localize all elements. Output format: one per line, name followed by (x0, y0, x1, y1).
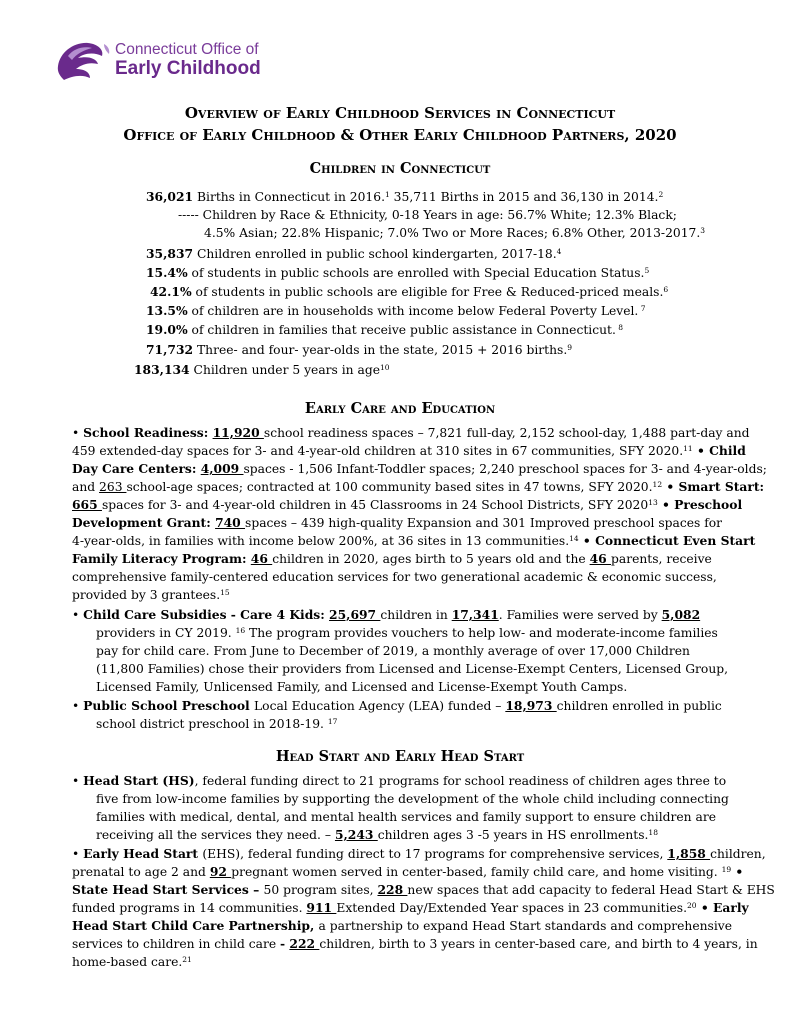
hand-logo-icon (54, 36, 112, 84)
public-school-preschool-paragraph (72, 697, 752, 733)
stat-value: 71,732 (146, 342, 194, 357)
text-line: pay for child care. From June to December of 2019, a monthly average of over 17,000 Children (96, 644, 690, 658)
stat-line: 35,837 Children enrolled in public school kindergarten, 2017-18.$^4$ (146, 246, 562, 261)
stat-line: 183,134 Children under 5 years in age$^{10}$ (134, 362, 390, 377)
text-line: Development Grant: 740 spaces – 439 high-quality Expansion and 301 Improved preschool spaces for (72, 515, 723, 530)
text-line: • Public School Preschool Local Education Agency (LEA) funded – 18,973 children enrolled in public (72, 698, 722, 713)
stat-value: 19.0% (146, 322, 188, 337)
section-heading-ece: Early Care and Education (304, 400, 496, 417)
stat-value: 36,021 (146, 189, 194, 204)
stat-value: 15.4% (146, 265, 188, 280)
text-line: • Early Head Start (EHS), federal funding direct to 17 programs for comprehensive services, 1,858 children, (72, 846, 766, 861)
text-line: provided by 3 grantees.$^{15}$ (72, 588, 230, 602)
text-line: families with medical, dental, and mental health services and family support to ensure children are (96, 810, 716, 824)
text-line: Day Care Centers: 4,009 spaces - 1,506 Infant-Toddler spaces; 2,240 preschool spaces for 3- and 4-year-olds; (72, 461, 767, 476)
head-start-paragraph (72, 772, 752, 844)
text-line: five from low-income families by supporting the development of the whole child including connecting (96, 792, 729, 806)
text-line: Head Start Child Care Partnership, a partnership to expand Head Start standards and comprehensive (72, 918, 732, 933)
text-line: State Head Start Services – 50 program sites, 228 new spaces that add capacity to federal Head Start & EHS (72, 882, 775, 897)
section-heading-head-start: Head Start and Early Head Start (275, 748, 525, 765)
text-line: Licensed Family, Unlicensed Family, and Licensed and License-Exempt Youth Camps. (96, 680, 628, 694)
text-line: and 263 school-age spaces; contracted at 100 community based sites in 47 towns, SFY 2020.12 • Smart Start: (72, 479, 765, 494)
text-line: 459 extended-day spaces for 3- and 4-year-old children at 310 sites in 67 communities, SFY 2020.11 • Child (72, 443, 746, 458)
stat-line: 19.0% of children in families that receive public assistance in Connecticut. $^8$ (146, 322, 624, 337)
text-line: prenatal to age 2 and 92 pregnant women served in center-based, family child care, and home visiting. $^{19}$ • (72, 864, 744, 879)
stat-line: 71,732 Three- and four- year-olds in the state, 2015 + 2016 births.$^9$ (146, 342, 573, 357)
text-line: • Head Start (HS), federal funding direct to 21 programs for school readiness of children ages three to (72, 773, 727, 788)
stat-line: 13.5% of children are in households with income below Federal Poverty Level. $^7$ (146, 303, 646, 318)
text-line: home-based care.$^{21}$ (72, 955, 192, 969)
stat-line: 36,021 Births in Connecticut in 2016.$^1$ 35,711 Births in 2015 and 36,130 in 2014.$^2$ (146, 189, 664, 204)
document-subtitle: Office of Early Childhood & Other Early Childhood Partners, 2020 (123, 126, 677, 144)
stat-line: 42.1% of students in public schools are eligible for Free & Reduced-priced meals.$^6$ (150, 284, 669, 299)
stat-value: 183,134 (134, 362, 190, 377)
stat-line: 15.4% of students in public schools are enrolled with Special Education Status.$^5$ (146, 265, 650, 280)
text-line: providers in CY 2019. $^{16}$ The program provides vouchers to help low- and moderate-income families (96, 626, 718, 640)
stat-line: 4.5% Asian; 22.8% Hispanic; 7.0% Two or More Races; 6.8% Other, 2013-2017.$^3$ (204, 226, 706, 240)
child-care-subsidies-paragraph (72, 606, 752, 696)
text-line: (11,800 Families) chose their providers from Licensed and License-Exempt Centers, Licensed Group, (96, 662, 729, 676)
text-line: receiving all the services they need. – 5,243 children ages 3 -5 years in HS enrollments.$^{18}$ (96, 827, 658, 842)
stat-line: ----- Children by Race & Ethnicity, 0-18 Years in age: 56.7% White; 12.3% Black; (178, 208, 677, 222)
text-line: school district preschool in 2018-19. $^{17}$ (96, 717, 338, 731)
text-line: services to children in child care - 222 children, birth to 3 years in center-based care, and birth to 4 years, in (72, 936, 758, 951)
text-line: comprehensive family-centered education services for two generational academic & economic success, (72, 570, 717, 584)
stat-value: 13.5% (146, 303, 188, 318)
text-line: • Child Care Subsidies - Care 4 Kids: 25,697 children in 17,341. Families were served by 5,082 (72, 607, 701, 622)
early-head-start-paragraph (72, 845, 775, 971)
section-heading-children: Children in Connecticut (309, 160, 491, 177)
logo-text-line2: Early Childhood (115, 58, 261, 79)
text-line: 665 spaces for 3- and 4-year-old children in 45 Classrooms in 24 School Districts, SFY 2020$^{13}$ • Preschool (72, 497, 743, 512)
text-line: • School Readiness: 11,920 school readiness spaces – 7,821 full-day, 2,152 school-day, 1,488 part-day and (72, 425, 750, 440)
document-title: Overview of Early Childhood Services in Connecticut (184, 104, 616, 122)
ece-paragraph (72, 424, 767, 604)
text-line: funded programs in 14 communities. 911 Extended Day/Extended Year spaces in 23 communities.$^{20}$ • Early (72, 900, 749, 915)
stat-value: 35,837 (146, 246, 194, 261)
text-line: 4-year-olds, in families with income below 200%, at 36 sites in 13 communities.$^{14}$ • Connecticut Even Start (72, 533, 756, 548)
logo-text-line1: Connecticut Office of (115, 41, 259, 58)
stat-value: 42.1% (150, 284, 192, 299)
text-line: Family Literacy Program: 46 children in 2020, ages birth to 5 years old and the 46 parents, receive (72, 551, 712, 566)
oec-logo (54, 36, 294, 86)
